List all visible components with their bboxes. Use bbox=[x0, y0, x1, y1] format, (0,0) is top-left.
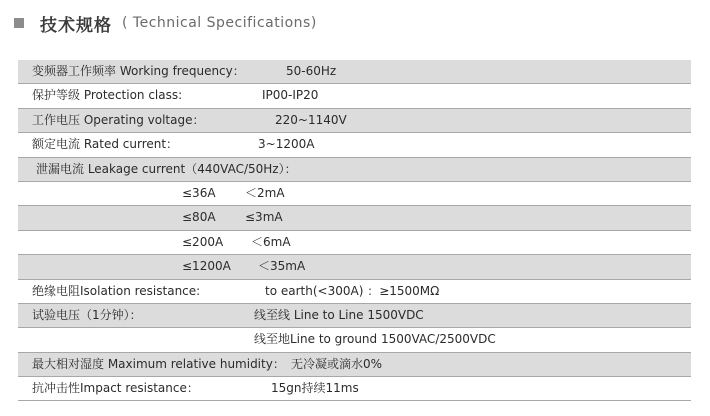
spec-row-protection-class bbox=[18, 84, 691, 108]
spec-value: to earth(<300A) ：≥1500MΩ bbox=[265, 283, 440, 298]
spec-row-rated-current bbox=[18, 133, 691, 157]
spec-label: 泄漏电流 Leakage current（440VAC/50Hz）： bbox=[36, 161, 297, 176]
spec-value: 无冷凝或滴水0% bbox=[291, 356, 383, 371]
spec-value: IP00-IP20 bbox=[262, 88, 319, 103]
leakage-value: ＜6mA bbox=[251, 234, 291, 249]
current-threshold: ≤80A bbox=[182, 210, 216, 225]
spec-row-operating-voltage bbox=[18, 109, 691, 133]
current-threshold: ≤200A bbox=[182, 234, 224, 249]
spec-row-test-voltage-ground bbox=[18, 328, 691, 352]
section-header bbox=[14, 8, 317, 38]
spec-row-isolation-resistance bbox=[18, 280, 691, 304]
section-title-en: ( Technical Specifications) bbox=[122, 15, 317, 31]
section-title-zh: 技术规格 bbox=[40, 15, 112, 36]
leakage-subrow bbox=[18, 206, 691, 230]
spec-row-working-frequency bbox=[18, 60, 691, 84]
spec-label: 保护等级 Protection class: bbox=[32, 88, 183, 103]
spec-label: 绝缘电阻Isolation resistance: bbox=[32, 283, 201, 298]
spec-value: 线至地Line to ground 1500VAC/2500VDC bbox=[254, 332, 496, 347]
spec-row-test-voltage bbox=[18, 304, 691, 328]
current-threshold: ≤36A bbox=[182, 185, 216, 200]
leakage-subrow bbox=[18, 231, 691, 255]
spec-row-max-humidity bbox=[18, 353, 691, 377]
spec-value: 15gn持续11ms bbox=[271, 381, 359, 396]
spec-label: 最大相对湿度 Maximum relative humidity： bbox=[32, 356, 285, 371]
leakage-value: ≤3mA bbox=[245, 210, 283, 225]
spec-label: 额定电流 Rated current： bbox=[32, 137, 179, 152]
spec-value: 220~1140V bbox=[275, 112, 347, 127]
spec-label: 工作电压 Operating voltage： bbox=[32, 112, 205, 127]
leakage-subrow bbox=[18, 182, 691, 206]
spec-row-impact-resistance bbox=[18, 377, 691, 401]
square-bullet-icon bbox=[14, 18, 24, 28]
current-threshold: ≤1200A bbox=[182, 259, 231, 274]
spec-label: 变频器工作频率 Working frequency： bbox=[32, 64, 245, 78]
spec-label: 试验电压（1分钟）： bbox=[32, 307, 142, 322]
spec-label: 抗冲击性Impact resistance： bbox=[32, 381, 199, 396]
leakage-value: ＜2mA bbox=[245, 185, 285, 200]
leakage-subrow bbox=[18, 255, 691, 279]
spec-row-leakage-current bbox=[18, 158, 691, 182]
spec-value: 50-60Hz bbox=[286, 64, 337, 78]
spec-value: 3~1200A bbox=[258, 137, 315, 152]
leakage-value: ＜35mA bbox=[258, 259, 306, 274]
spec-value: 线至线 Line to Line 1500VDC bbox=[254, 307, 424, 322]
spec-table bbox=[18, 60, 691, 401]
